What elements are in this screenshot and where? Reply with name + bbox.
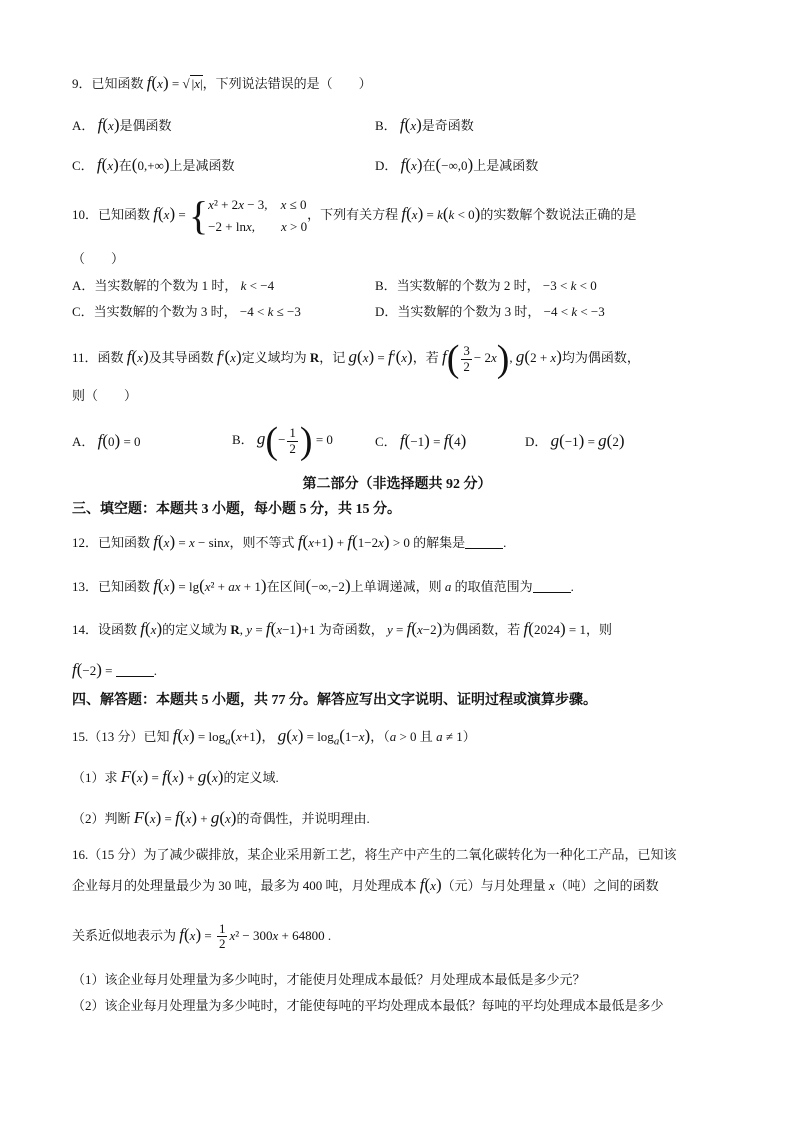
q11-option-d: D． g(−1) = g(2) xyxy=(525,431,625,450)
q10-paren: （ ） xyxy=(72,251,125,266)
q10-case-1: x² + 2x − 3, x ≤ 0 xyxy=(208,197,307,212)
q10-option-c: C．当实数解的个数为 3 时， −4 < k ≤ −3 xyxy=(72,304,301,319)
q14-answer-blank[interactable] xyxy=(116,664,154,677)
q10-option-a: A．当实数解的个数为 1 时， k < −4 xyxy=(72,278,275,293)
q12-answer-blank[interactable] xyxy=(465,536,503,549)
q10-stem: 10．已知函数 f(x) = { x² + 2x − 3, x ≤ 0 −2 + lnx, x > 0 ，下列有关方程 f(x) = k(k < 0)的实数解个数说法正确的是 xyxy=(72,193,637,238)
q14-line-1: 14．设函数 f(x)的定义域为 R, y = f(x−1)+1 为奇函数， y = f(x−2)为偶函数，若 f(2024) = 1，则 xyxy=(72,619,612,638)
q13: 13．已知函数 f(x) = lg(x² + ax + 1)在区间(−∞,−2)上单调递减，则 a 的取值范围为 . xyxy=(72,576,574,595)
section-four-heading: 四、解答题：本题共 5 小题，共 77 分。解答应写出文字说明、证明过程或演算步骤。 xyxy=(72,693,597,708)
q9-option-a: A． f(x)是偶函数 xyxy=(72,115,172,134)
q10-option-d: D．当实数解的个数为 3 时， −4 < k < −3 xyxy=(375,304,605,319)
q11-option-a: A． f(0) = 0 xyxy=(72,431,141,450)
section-three-heading: 三、填空题：本题共 3 小题，每小题 5 分，共 15 分。 xyxy=(72,502,401,517)
part-two-heading: 第二部分（非选择题共 92 分） xyxy=(302,477,492,492)
q9-option-c: C． f(x)在(0,+∞)上是减函数 xyxy=(72,155,235,174)
q11-option-b: B． g(− $\frac{1}{2}$ ) = 0 xyxy=(232,420,333,462)
q15-part-1: （1）求 F(x) = f(x) + g(x)的定义域. xyxy=(72,767,279,786)
q14-line-2: f(−2) = . xyxy=(72,660,158,679)
q16-line-2: 企业每月的处理量最少为 30 吨，最多为 400 吨，月处理成本 f(x)（元）与月处理量 x（吨）之间的函数 xyxy=(72,875,659,894)
q15-stem: 15.（13 分）已知 $f(x) = \log_a(x+1)$， $g(x) = \log_a(1-x)$，（a > 0 且 a ≠ 1） xyxy=(72,726,476,748)
q11-option-c: C． f(−1) = f(4) xyxy=(375,431,467,450)
q10-option-b: B．当实数解的个数为 2 时， −3 < k < 0 xyxy=(375,278,597,293)
q16-line-3: 关系近似地表示为 f(x) = $\frac{1}{2}$ x² − 300x + 64800 . xyxy=(72,921,332,952)
q11-stem-2: 则（ ） xyxy=(72,388,138,403)
q11-stem: 11．函数 f(x)及其导函数 f′(x)定义域均为 R，记 g(x) = f′(x)，若 f( $\frac{3}{2}$ − 2x), g(2 + x)均为偶函数， xyxy=(72,338,640,380)
q10-case-2: −2 + lnx, x > 0 xyxy=(208,219,308,234)
q9-option-d: D． f(x)在(−∞,0)上是减函数 xyxy=(375,155,539,174)
q9-option-b: B． f(x)是奇函数 xyxy=(375,115,474,134)
q9-stem: 9．已知函数 f(x) = √ |x|，下列说法错误的是（ ） xyxy=(72,73,372,92)
q15-part-2: （2）判断 F(x) = f(x) + g(x)的奇偶性，并说明理由. xyxy=(72,808,370,827)
q16-line-1: 16.（15 分）为了减少碳排放，某企业采用新工艺，将生产中产生的二氧化碳转化为一种化工产品，已知该 xyxy=(72,847,677,862)
q12: 12．已知函数 f(x) = x − sinx，则不等式 f(x+1) + f(1−2x) > 0 的解集是 . xyxy=(72,532,507,551)
q16-part-1: （1）该企业每月处理量为多少吨时，才能使月处理成本最低？月处理成本最低是多少元？ xyxy=(72,972,586,987)
q10-stem-prefix: 10．已知函数 xyxy=(72,206,151,222)
q16-part-2: （2）该企业每月处理量为多少吨时，才能使每吨的平均处理成本最低？每吨的平均处理成本最低是多少 xyxy=(72,998,664,1013)
q13-answer-blank[interactable] xyxy=(533,580,571,593)
